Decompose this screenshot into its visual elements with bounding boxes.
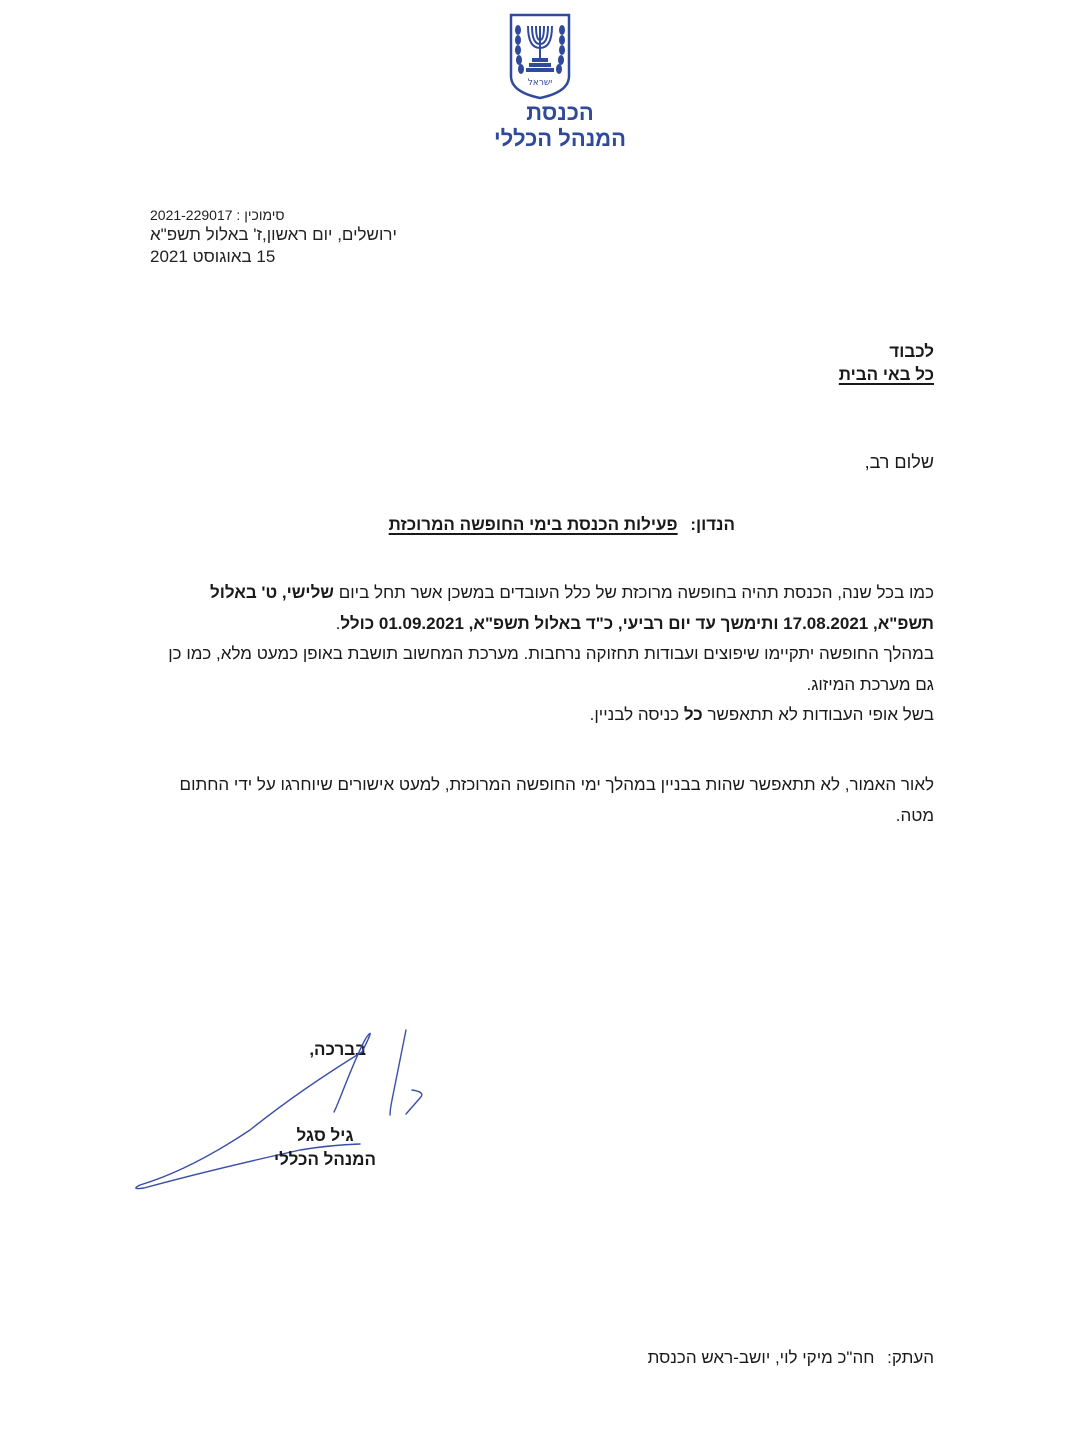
signer-title: המנהל הכללי — [273, 1150, 377, 1169]
cc-line — [534, 1346, 934, 1370]
reference-label: סימוכין : — [236, 207, 285, 223]
reference-number: 2021-229017 — [150, 207, 233, 223]
closing: בברכה, — [309, 1040, 366, 1059]
org-department: המנהל הכללי — [493, 126, 627, 151]
org-name: הכנסת — [526, 100, 594, 125]
body-text: במהלך החופשה יתקיימו שיפוצים ועבודות תחזוקה נרחבות. מערכת המחשוב תושבת באופן כמעט מלא, כמו כן גם מערכת המיזוג. — [168, 644, 934, 694]
state-emblem-icon — [508, 12, 572, 100]
body-paragraph-2: לאור האמור, לא תתאפשר שהות בבניין במהלך ימי החופשה המרוכזת, למעט אישורים שיוחרגו על ידי החתום מטה. — [179, 775, 934, 825]
reference-line — [150, 206, 460, 224]
hebrew-date: ירושלים, יום ראשון,ז' באלול תשפ"א — [150, 225, 397, 244]
handwritten-signature-icon — [130, 1020, 430, 1200]
signer-name: גיל סגל — [296, 1126, 354, 1145]
body-text: בשל אופי העבודות לא תתאפשר — [702, 705, 934, 724]
subject-line — [340, 513, 735, 537]
recipient: כל באי הבית — [838, 365, 934, 384]
salutation: לכבוד — [889, 342, 934, 361]
reference-block — [150, 206, 460, 268]
gregorian-date: 15 באוגוסט 2021 — [150, 247, 276, 266]
subject-text: פעילות הכנסת בימי החופשה המרוכזת — [388, 515, 678, 534]
body-text-bold-dates: שלישי, ט' באלול תשפ"א, 17.08.2021 ותימשך עד יום רביעי, כ"ד באלול תשפ"א, 01.09.2021 כולל — [210, 583, 934, 633]
body-paragraph-1 — [148, 578, 934, 731]
body-text: . — [335, 613, 341, 633]
body-text: כניסה לבניין. — [589, 705, 684, 724]
subject-label: הנדון: — [690, 515, 735, 534]
cc-recipient: חה"כ מיקי לוי, יושב-ראש הכנסת — [647, 1348, 875, 1367]
signer-block — [260, 1124, 390, 1172]
body-text-bold: כל — [683, 705, 703, 724]
greeting: שלום רב, — [864, 452, 934, 472]
addressee — [634, 340, 934, 386]
cc-label: העתק: — [887, 1348, 934, 1367]
body-text: כמו בכל שנה, הכנסת תהיה בחופשה מרוכזת של כלל העובדים במשכן אשר תחל ביום — [333, 583, 934, 602]
svg-text:ישראל: ישראל — [527, 78, 553, 88]
